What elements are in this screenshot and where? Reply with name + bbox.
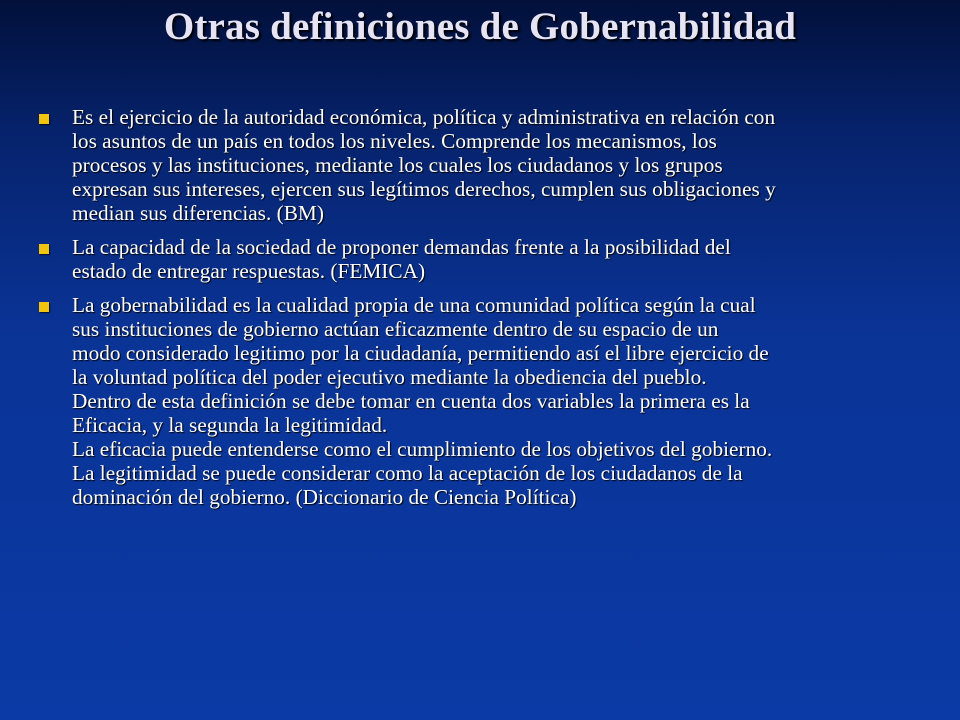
bullet-item [36,105,936,225]
square-bullet-icon [39,114,49,124]
text-line: expresan sus intereses, ejercen sus legítimos derechos, cumplen sus obligaciones y [72,177,776,201]
bullet-text [72,235,936,283]
text-line: Eficacia, y la segunda la legitimidad. [72,413,388,437]
text-line: La eficacia puede entenderse como el cumplimiento de los objetivos del gobierno. [72,437,773,461]
text-line: median sus diferencias. (BM) [72,201,324,225]
text-line: los asuntos de un país en todos los niveles. Comprende los mecanismos, los [72,129,717,153]
square-bullet-icon [39,244,49,254]
bullet-text [72,105,936,225]
text-line: sus instituciones de gobierno actúan eficazmente dentro de su espacio de un [72,317,719,341]
bullet-item [36,293,936,509]
square-bullet-icon [39,302,49,312]
text-line: modo considerado legitimo por la ciudadanía, permitiendo así el libre ejercicio de [72,341,769,365]
text-line: Es el ejercicio de la autoridad económica, política y administrativa en relación con [72,105,776,129]
bullet-list [36,105,936,519]
text-line: la voluntad política del poder ejecutivo mediante la obediencia del pueblo. [72,365,707,389]
bullet-text [72,293,936,509]
text-line: procesos y las instituciones, mediante los cuales los ciudadanos y los grupos [72,153,723,177]
text-line: dominación del gobierno. (Diccionario de Ciencia Política) [72,485,577,509]
text-line: estado de entregar respuestas. (FEMICA) [72,259,426,283]
text-line: Dentro de esta definición se debe tomar en cuenta dos variables la primera es la [72,389,750,413]
text-line: La gobernabilidad es la cualidad propia de una comunidad política según la cual [72,293,756,317]
text-line: La capacidad de la sociedad de proponer demandas frente a la posibilidad del [72,235,731,259]
bullet-item [36,235,936,283]
text-line: La legitimidad se puede considerar como la aceptación de los ciudadanos de la [72,461,743,485]
slide-title: Otras definiciones de Gobernabilidad [163,5,797,48]
